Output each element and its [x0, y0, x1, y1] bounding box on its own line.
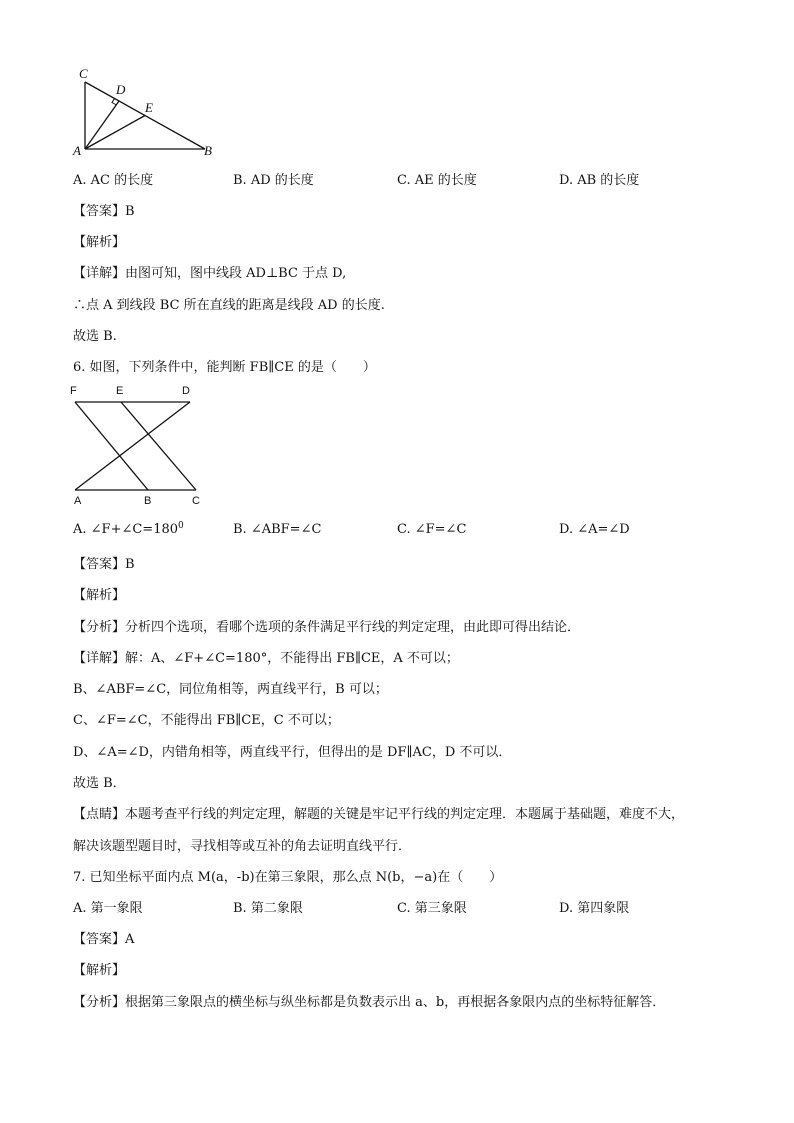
segment-ad	[85, 101, 119, 149]
segment-fb	[75, 402, 148, 490]
q5-option-b: B. AD 的长度	[233, 173, 314, 188]
label-b: B	[204, 143, 212, 158]
q7-question: 7. 已知坐标平面内点 M(a，-b)在第三象限，那么点 N(b，−a)在（ ）	[73, 870, 503, 885]
label-a2: A	[74, 495, 82, 507]
q6-dianjing-1: 【点睛】本题考查平行线的判定定理，解题的关键是牢记平行线的判定定理．本题属于基础题，难度不大，	[73, 807, 685, 822]
q6-fenxi: 【分析】分析四个选项，看哪个选项的条件满足平行线的判定定理，由此即可得出结论．	[73, 620, 581, 635]
q5-option-d: D. AB 的长度	[559, 173, 640, 188]
label-e: E	[145, 100, 153, 115]
label-d2: D	[182, 385, 190, 397]
q5-detail: 【详解】由图可知，图中线段 AD⊥BC 于点 D,	[73, 266, 347, 281]
q5-conclusion: 故选 B.	[73, 329, 117, 344]
label-c: C	[79, 66, 88, 81]
q6-line-c: C、∠F=∠C，不能得出 FB∥CE，C 不可以；	[73, 713, 340, 728]
q5-answer: 【答案】B	[73, 204, 135, 219]
label-f: F	[70, 385, 77, 397]
q6-dianjing-2: 解决该题型题目时，寻找相等或互补的角去证明直线平行．	[73, 839, 412, 854]
q6-analysis-label: 【解析】	[73, 588, 126, 603]
label-b2: B	[144, 495, 152, 507]
q7-answer: 【答案】A	[73, 932, 135, 947]
segment-ae	[85, 116, 145, 150]
q7-option-a: A. 第一象限	[73, 901, 143, 916]
q6-option-b: B. ∠ABF=∠C	[233, 522, 322, 537]
q7-options	[73, 900, 753, 918]
q5-option-a: A. AC 的长度	[73, 173, 154, 188]
q6-option-d: D. ∠A=∠D	[559, 522, 630, 537]
label-a: A	[73, 143, 81, 158]
q5-option-c: C. AE 的长度	[397, 173, 477, 188]
q5-analysis-label: 【解析】	[73, 235, 126, 250]
q6-option-c: C. ∠F=∠C	[397, 522, 467, 537]
q7-option-b: B. 第二象限	[233, 901, 303, 916]
q6-line-d: D、∠A=∠D，内错角相等，两直线平行，但得出的是 DF∥AC，D 不可以．	[73, 745, 512, 760]
q6-question: 6. 如图，下列条件中，能判断 FB∥CE 的是（ ）	[73, 360, 376, 375]
q6-option-a: A. $\angle F+\angle C=180^0$	[73, 521, 184, 537]
q5-line2: ∴点 A 到线段 BC 所在直线的距离是线段 AD 的长度.	[73, 298, 385, 313]
q7-option-d: D. 第四象限	[559, 901, 630, 916]
q7-option-c: C. 第三象限	[397, 901, 467, 916]
q6-conclusion: 故选 B．	[73, 776, 126, 791]
q6-detail: 【详解】解：A、∠F+∠C=180°，不能得出 FB∥CE，A 不可以；	[73, 651, 459, 666]
q5-options	[73, 172, 753, 190]
q7-fenxi: 【分析】根据第三象限点的横坐标与纵坐标都是负数表示出 a、b，再根据各象限内点的坐标特征解答．	[73, 995, 666, 1010]
q7-analysis-label: 【解析】	[73, 963, 126, 978]
label-e2: E	[116, 385, 124, 397]
q6-answer: 【答案】B	[73, 557, 135, 572]
triangle-figure	[70, 64, 230, 160]
parallel-lines-figure	[68, 380, 218, 510]
q6-options	[73, 521, 753, 539]
label-c2: C	[192, 495, 200, 507]
label-d: D	[116, 82, 126, 97]
q6-line-b: B、∠ABF=∠C，同位角相等，两直线平行，B 可以；	[73, 682, 388, 697]
